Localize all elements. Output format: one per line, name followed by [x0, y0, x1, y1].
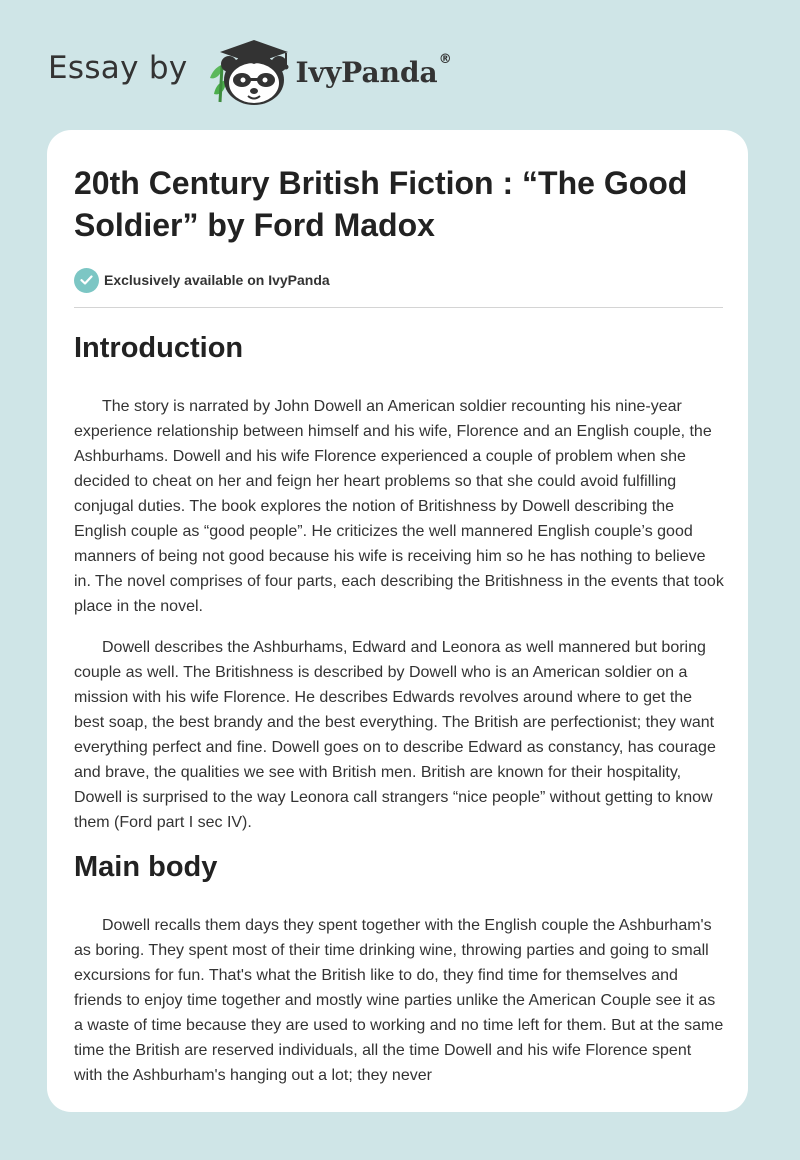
panda-logo-icon	[202, 36, 294, 108]
brand-header	[48, 36, 452, 108]
paragraph: Dowell recalls them days they spent together with the English couple the Ashburham's as boring. They spent most of their time drinking wine, throwing parties and going to small excursions for fun. That's what the British like to do, they find time for themselves and friends to enjoy time together and mostly wine parties unlike the American Couple see it as a waste of time because they are used to working and no time left for them. But at the same time the British are reserved individuals, all the time Dowell and his wife Florence spent with the Ashburham's hanging out a lot; they never	[74, 917, 724, 1084]
checkmark-icon	[74, 268, 99, 293]
section-heading-introduction: Introduction	[74, 332, 244, 364]
exclusive-label: Exclusively available on IvyPanda	[104, 272, 330, 288]
registered-mark: ®	[438, 51, 452, 67]
essay-content	[74, 162, 724, 1088]
paragraph: The story is narrated by John Dowell an American soldier recounting his nine-year experience relationship between himself and his wife, Florence and an English couple, the Ashburhams. Dowell and his wife Florence experienced a couple of problem when she decided to cheat on her and feign her heart problems so that she could avoid fulfilling conjugal duties. The book explores the notion of Britishness by Dowell describing the English couple as “good people”. He criticizes the well mannered English couple’s good manners of being not good because his wife is receiving him so he has nothing to believe in. The novel comprises of four parts, each describing the Britishness in the events that took place in the novel.	[74, 398, 724, 615]
exclusive-badge	[74, 266, 724, 294]
essay-card	[47, 130, 748, 1112]
brand-prefix: Essay by	[48, 50, 188, 86]
paragraph: Dowell describes the Ashburhams, Edward and Leonora as well mannered but boring couple as well. The Britishness is described by Dowell who is an American soldier on a mission with his wife Florence. He describes Edwards revolves around where to get the best soap, the best brandy and the best everything. The British are perfectionist; they want everything perfect and fine. Dowell goes on to describe Edward as constancy, has courage and brave, the qualities we see with British men. British are known for their hospitality, Dowell is surprised to the way Leonora call strangers “nice people” without getting to know them (Ford part I sec IV).	[74, 639, 716, 831]
essay-title: 20th Century British Fiction : “The Good Soldier” by Ford Madox	[74, 165, 688, 243]
brand-name[interactable]: IvyPanda®	[295, 51, 452, 89]
section-heading-main-body: Main body	[74, 851, 218, 883]
divider	[74, 307, 723, 308]
